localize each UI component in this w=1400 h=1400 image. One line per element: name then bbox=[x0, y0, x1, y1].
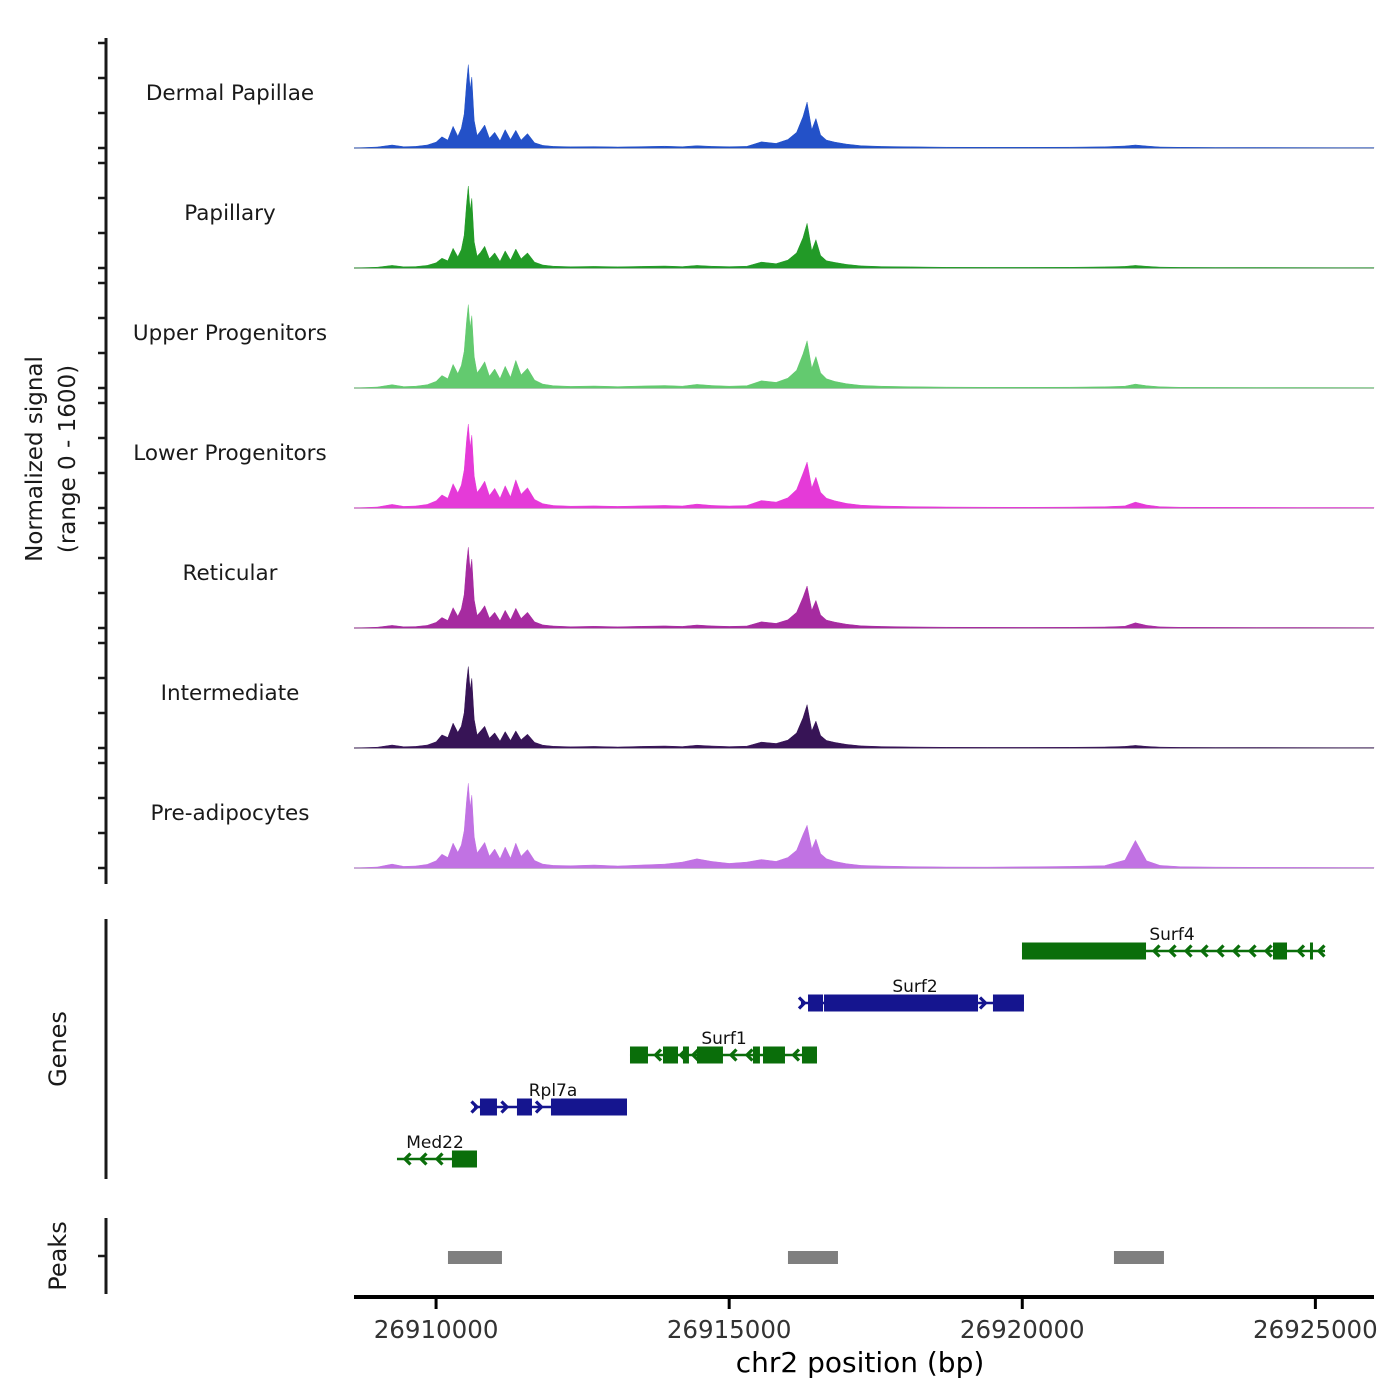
gene-exon-surf1 bbox=[802, 1047, 817, 1064]
signal-area-dermal-papillae bbox=[354, 65, 1374, 148]
gene-exon-surf1 bbox=[763, 1047, 785, 1064]
track-label-dermal-papillae: Dermal Papillae bbox=[145, 81, 315, 106]
gene-exon-med22 bbox=[452, 1151, 477, 1168]
y-axis-label-line2: (range 0 - 1600) bbox=[55, 364, 81, 554]
peak-region bbox=[448, 1251, 502, 1264]
track-label-lower-progenitors: Lower Progenitors bbox=[133, 441, 327, 466]
gene-label-med22: Med22 bbox=[406, 1133, 464, 1153]
gene-exon-surf4 bbox=[1022, 943, 1146, 960]
signal-area-intermediate bbox=[354, 667, 1374, 748]
x-axis-tick-label: 26925000 bbox=[1253, 1315, 1378, 1344]
signal-area-papillary bbox=[354, 186, 1374, 268]
signal-area-reticular bbox=[354, 547, 1374, 628]
signal-area-lower-progenitors bbox=[354, 424, 1374, 508]
gene-label-surf2: Surf2 bbox=[892, 977, 938, 997]
peaks-section-label: Peaks bbox=[44, 1221, 72, 1291]
gene-label-surf1: Surf1 bbox=[701, 1029, 747, 1049]
gene-exon-surf2 bbox=[993, 995, 1024, 1012]
track-label-upper-progenitors: Upper Progenitors bbox=[132, 321, 328, 346]
gene-exon-surf1 bbox=[697, 1047, 723, 1064]
track-label-pre-adipocytes: Pre-adipocytes bbox=[150, 801, 310, 826]
track-label-papillary: Papillary bbox=[184, 201, 276, 226]
gene-exon-surf2 bbox=[808, 995, 823, 1012]
gene-exon-surf1 bbox=[683, 1047, 689, 1064]
x-axis-tick-label: 26910000 bbox=[373, 1315, 499, 1344]
track-label-reticular: Reticular bbox=[182, 561, 278, 586]
genes-section-label: Genes bbox=[44, 1011, 72, 1087]
signal-area-upper-progenitors bbox=[354, 305, 1374, 388]
gene-label-surf4: Surf4 bbox=[1149, 925, 1195, 945]
gene-exon-surf2 bbox=[824, 995, 978, 1012]
peak-region bbox=[788, 1251, 838, 1264]
gene-exon-rpl7a bbox=[551, 1099, 627, 1116]
gene-exon-surf1 bbox=[630, 1047, 648, 1064]
gene-exon-surf1 bbox=[753, 1047, 760, 1064]
gene-exon-surf1 bbox=[663, 1047, 678, 1064]
gene-label-rpl7a: Rpl7a bbox=[528, 1081, 578, 1101]
x-axis-tick-label: 26915000 bbox=[666, 1315, 792, 1344]
signal-area-pre-adipocytes bbox=[354, 783, 1374, 868]
gene-exon-surf4 bbox=[1310, 943, 1313, 960]
gene-exon-surf4 bbox=[1273, 943, 1287, 960]
y-axis-label-line1: Normalized signal bbox=[22, 356, 48, 562]
peak-region bbox=[1114, 1251, 1164, 1264]
gene-exon-rpl7a bbox=[517, 1099, 532, 1116]
x-axis-title: chr2 position (bp) bbox=[735, 1346, 985, 1379]
x-axis-tick-label: 26920000 bbox=[959, 1315, 1085, 1344]
gene-exon-rpl7a bbox=[480, 1099, 497, 1116]
track-label-intermediate: Intermediate bbox=[160, 681, 300, 706]
